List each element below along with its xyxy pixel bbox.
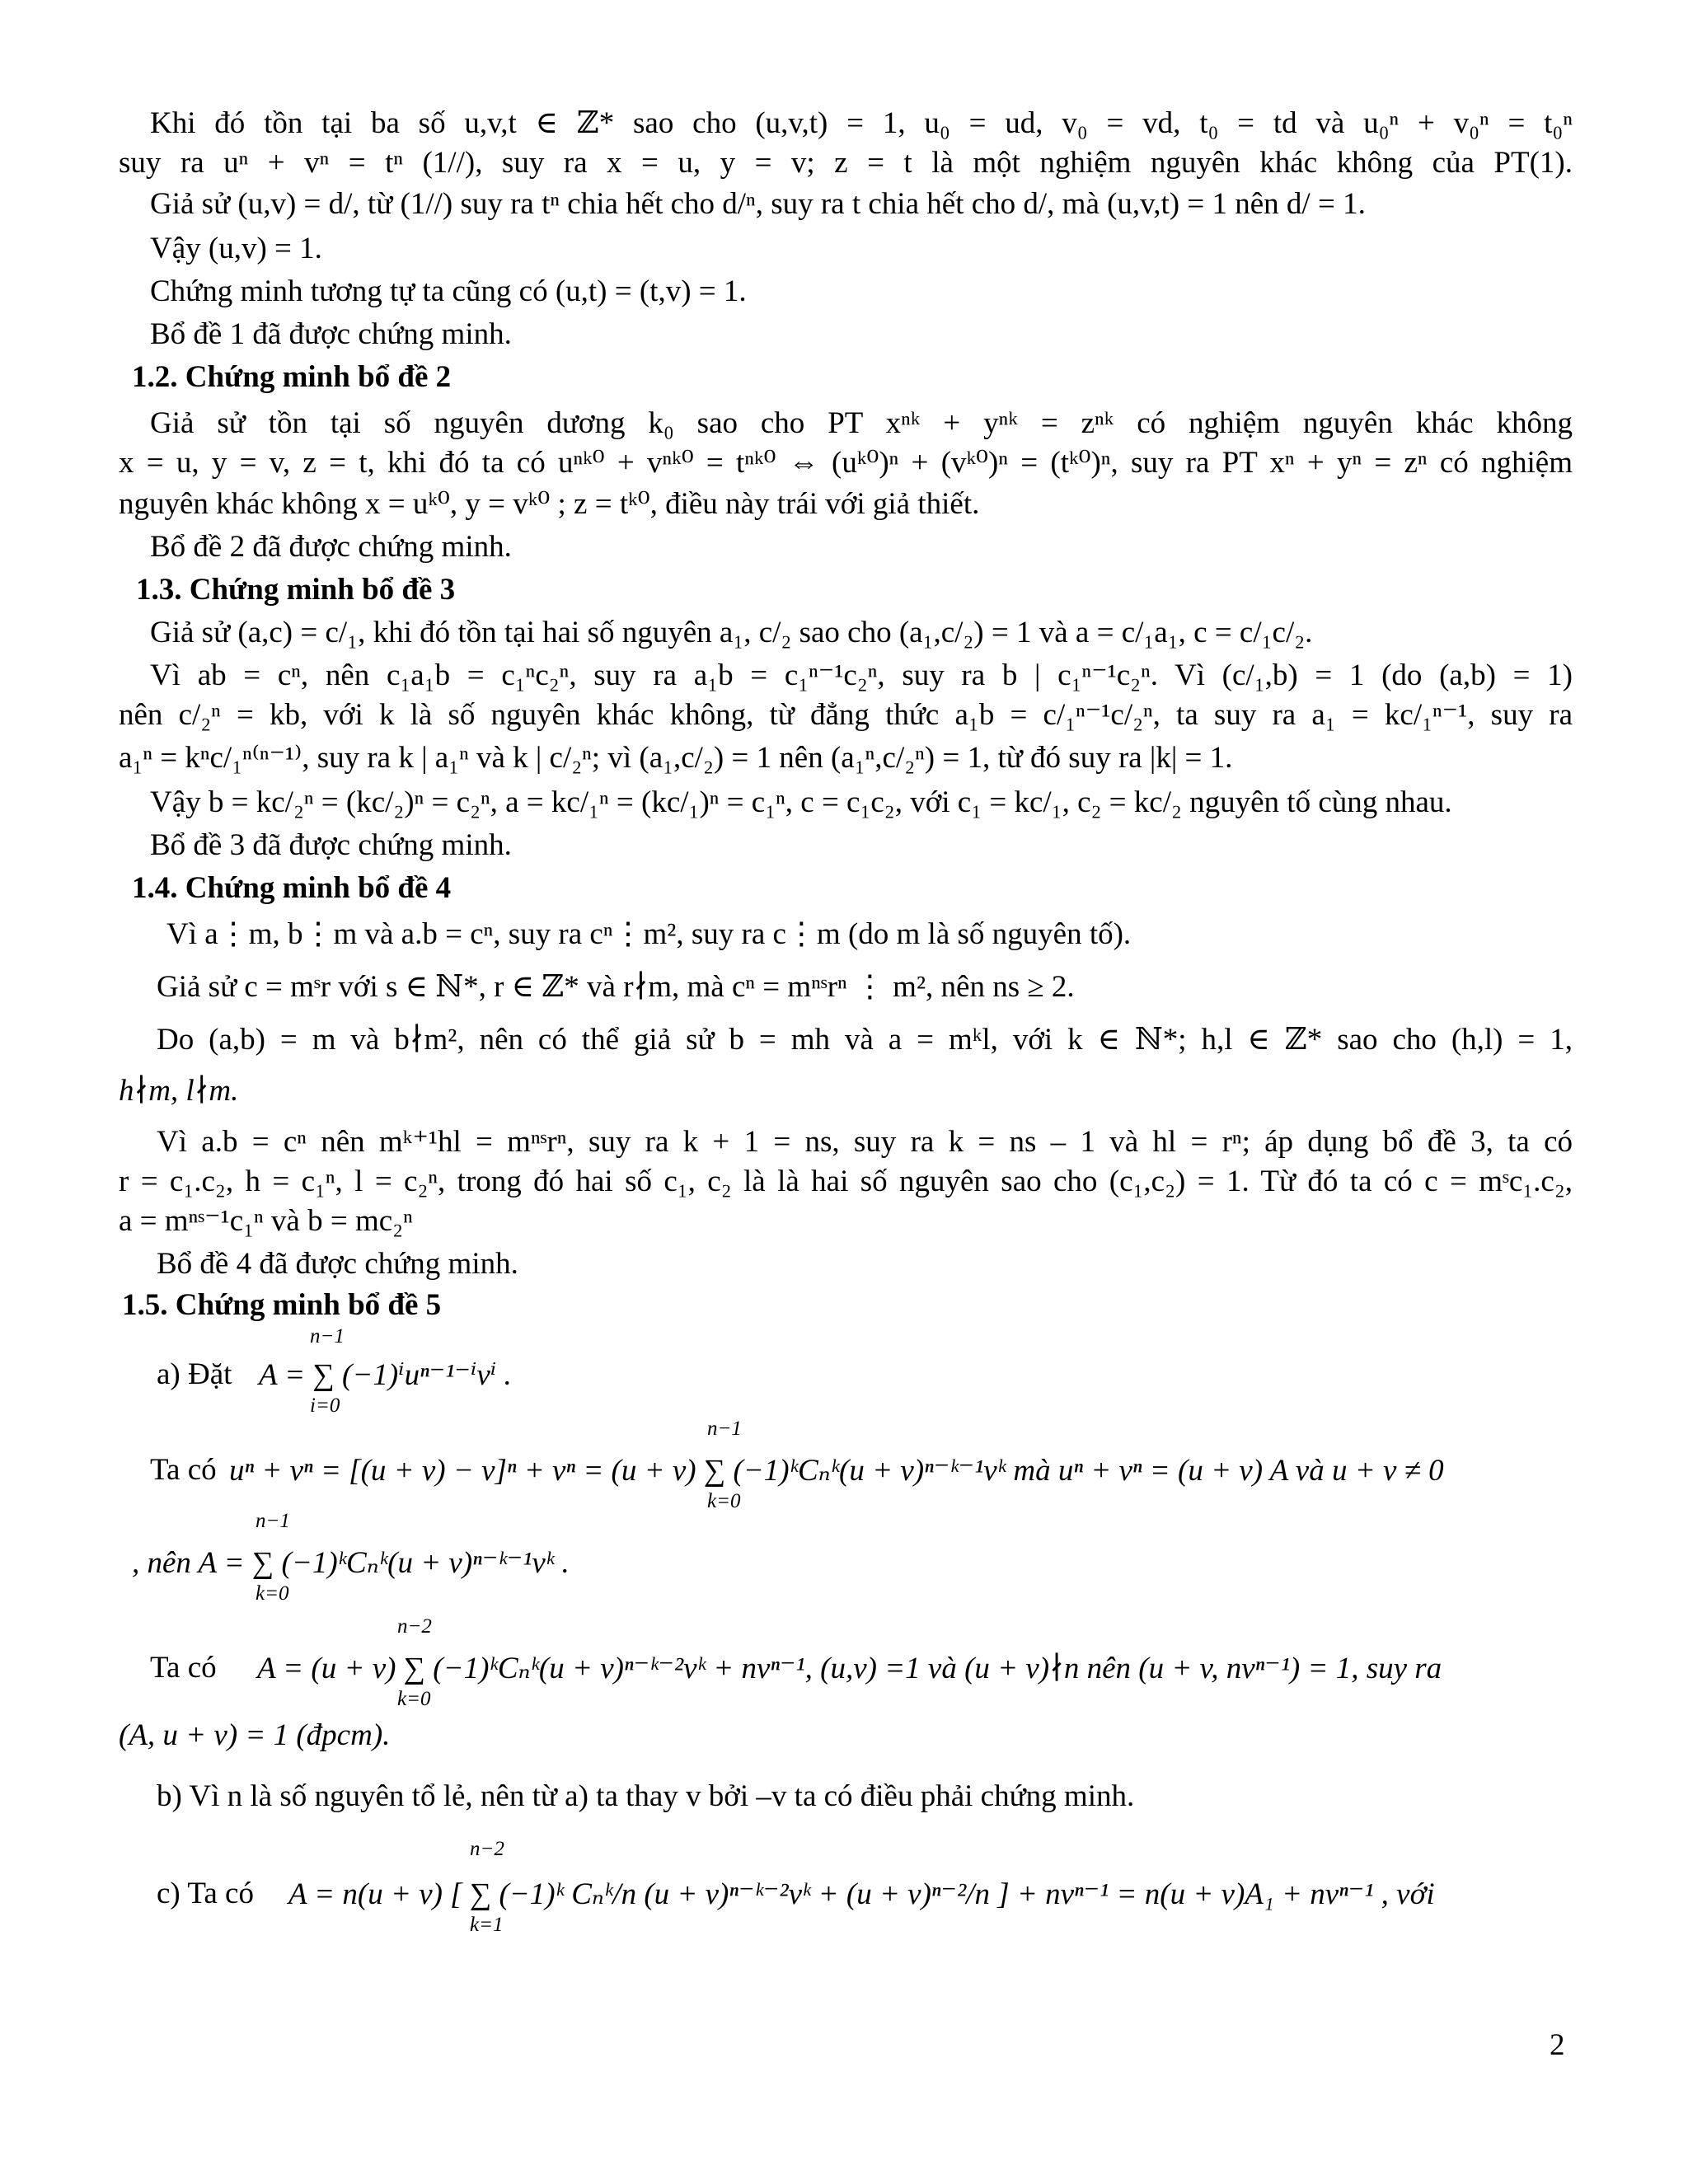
text-line-14: Vì ab = cⁿ, nên c₁a₁b = c₁ⁿc₂ⁿ, suy ra a₁b = c₁ⁿ⁻¹c₂ⁿ, suy ra b | c₁ⁿ⁻¹c₂ⁿ. Vì (c/₁,b) = 1 (do (a,b) = 1) [150, 658, 1573, 692]
math-line-a [157, 1325, 734, 1416]
section-heading-1-3: 1.3. Chứng minh bổ đề 3 [136, 573, 456, 607]
text-line-17: Vậy b = kc/₂ⁿ = (kc/₂)ⁿ = c₂ⁿ, a = kc/₁ⁿ = (kc/₁)ⁿ = c₁ⁿ, c = c₁c₂, với c₁ = kc/₁, c₂ = kc/₂ nguyên tố cùng nhau. [150, 785, 1452, 819]
text-line-22: Do (a,b) = m và b∤m², nên có thể giả sử b = mh và a = mᵏl, với k ∈ ℕ*; h,l ∈ ℤ* sao cho (h,l) = 1, [157, 1023, 1573, 1057]
math-line-3 [132, 1510, 874, 1605]
text-line-24: Vì a.b = cⁿ nên mᵏ⁺¹hl = mⁿˢrⁿ, suy ra k + 1 = ns, suy ra k = ns – 1 và hl = rⁿ; áp dụng bổ đề 3, ta có [157, 1125, 1573, 1159]
sum-upper-limit: n−1 [310, 1325, 345, 1347]
text-line-16: a₁ⁿ = kⁿc/₁ⁿ⁽ⁿ⁻¹⁾, suy ra k | a₁ⁿ và k | c/₂ⁿ; vì (a₁,c/₂) = 1 nên (a₁ⁿ,c/₂ⁿ) = 1, từ đó suy ra |k| = 1. [119, 741, 1233, 775]
text-line-27: Bổ đề 4 đã được chứng minh. [157, 1247, 518, 1281]
text-line-6: Bổ đề 1 đã được chứng minh. [150, 317, 512, 351]
sum-lower-limit-3: k=0 [256, 1582, 289, 1605]
math-line7-prefix: c) Ta có [157, 1877, 254, 1910]
math-a-prefix: a) Đặt [157, 1357, 232, 1391]
math-line4-body: A = (u + v) ∑ (−1)ᵏCₙᵏ(u + v)ⁿ⁻ᵏ⁻²vᵏ + nvⁿ⁻¹, (u,v) =1 và (u + v)∤n nên (u + v, nvⁿ⁻¹) = 1, suy ra [257, 1652, 1442, 1685]
math-line-5: (A, u + v) = 1 (đpcm). [119, 1718, 391, 1752]
text-line-9: x = u, y = v, z = t, khi đó ta có uⁿᵏ⁰ + vⁿᵏ⁰ = tⁿᵏ⁰ ⇔ (uᵏ⁰)ⁿ + (vᵏ⁰)ⁿ = (tᵏ⁰)ⁿ, suy ra PT xⁿ + yⁿ = zⁿ có nghiệm [119, 446, 1573, 480]
sum-upper-limit-c: n−2 [470, 1838, 504, 1860]
text-line-4: Vậy (u,v) = 1. [150, 232, 322, 265]
text-line-b: b) Vì n là số nguyên tổ lẻ, nên từ a) ta thay v bởi –v ta có điều phải chứng minh. [157, 1779, 1135, 1813]
text-line-10: nguyên khác không x = uᵏ⁰, y = vᵏ⁰ ; z = tᵏ⁰, điều này trái với giả thiết. [119, 487, 980, 521]
text-line-18: Bổ đề 3 đã được chứng minh. [150, 828, 512, 862]
text-line-21: Giả sử c = mˢr với s ∈ ℕ*, r ∈ ℤ* và r∤m, mà cⁿ = mⁿˢrⁿ ⋮ m², nên ns ≥ 2. [157, 970, 1075, 1004]
text-line-2: suy ra uⁿ + vⁿ = tⁿ (1//), suy ra x = u, y = v; z = t là một nghiệm nguyên khác không của PT(1). [119, 146, 1573, 180]
sum-upper-limit-2: n−1 [707, 1418, 742, 1440]
math-line2-prefix: Ta có [150, 1453, 217, 1487]
section-heading-1-2: 1.2. Chứng minh bổ đề 2 [132, 360, 452, 394]
text-line-8: Giả sử tồn tại số nguyên dương k₀ sao cho PT xⁿᵏ + yⁿᵏ = zⁿᵏ có nghiệm nguyên khác không [150, 406, 1573, 440]
sum-lower-limit: i=0 [310, 1394, 340, 1417]
math-line-2 [150, 1418, 1576, 1512]
text-line-26: a = mⁿˢ⁻¹c₁ⁿ và b = mc₂ⁿ [119, 1204, 413, 1238]
page-number: 2 [1550, 2028, 1565, 2062]
sum-upper-limit-3: n−1 [256, 1510, 290, 1532]
math-line4-prefix: Ta có [150, 1651, 217, 1685]
text-line-25: r = c₁.c₂, h = c₁ⁿ, l = c₂ⁿ, trong đó hai số c₁, c₂ là là hai số nguyên sao cho (c₁,c₂) = 1. Từ đó ta có c = mˢc₁.c₂, [119, 1165, 1573, 1198]
sum-upper-limit-4: n−2 [397, 1615, 432, 1638]
math-line7-body: A = n(u + v) [ ∑ (−1)ᵏ Cₙᵏ/n (u + v)ⁿ⁻ᵏ⁻²vᵏ + (u + v)ⁿ⁻²/n ] + nvⁿ⁻¹ = n(u + v)A₁ + nvⁿ⁻¹ , với [288, 1877, 1435, 1911]
text-line-20: Vì a⋮m, b⋮m và a.b = cⁿ, suy ra cⁿ⋮m², suy ra c⋮m (do m là số nguyên tố). [166, 917, 1132, 951]
math-line2-body: uⁿ + vⁿ = [(u + v) − v]ⁿ + vⁿ = (u + v) ∑ (−1)ᵏCₙᵏ(u + v)ⁿ⁻ᵏ⁻¹vᵏ mà uⁿ + vⁿ = (u + v) A và u + v ≠ 0 [229, 1454, 1444, 1488]
text-line-15: nên c/₂ⁿ = kb, với k là số nguyên khác không, từ đẳng thức a₁b = c/₁ⁿ⁻¹c/₂ⁿ, ta suy ra a₁ = kc/₁ⁿ⁻¹, suy ra [119, 698, 1573, 732]
math-line-4 [150, 1615, 1576, 1710]
text-line-3: Giả sử (u,v) = d/, từ (1//) suy ra tⁿ chia hết cho d/ⁿ, suy ra t chia hết cho d/, mà (u,v,t) = 1 nên d/ = 1. [150, 187, 1366, 221]
sum-lower-limit-c: k=1 [470, 1914, 504, 1936]
text-line-23: h∤m, l∤m. [119, 1074, 239, 1108]
sum-lower-limit-4: k=0 [397, 1688, 431, 1710]
section-heading-1-4: 1.4. Chứng minh bổ đề 4 [132, 871, 452, 905]
text-line-13: Giả sử (a,c) = c/₁, khi đó tồn tại hai số nguyên a₁, c/₂ sao cho (a₁,c/₂) = 1 và a = c/₁a₁, c = c/₁c/₂. [150, 616, 1313, 649]
section-heading-1-5: 1.5. Chứng minh bổ đề 5 [122, 1288, 442, 1322]
text-line-5: Chứng minh tương tự ta cũng có (u,t) = (t,v) = 1. [150, 274, 747, 308]
math-line-c [157, 1833, 1574, 1940]
sum-lower-limit-2: k=0 [707, 1490, 741, 1512]
math-a-body: A = ∑ (−1)ⁱuⁿ⁻¹⁻ⁱvⁱ . [259, 1358, 512, 1392]
text-line-11: Bổ đề 2 đã được chứng minh. [150, 530, 512, 564]
math-line3-body: , nên A = ∑ (−1)ᵏCₙᵏ(u + v)ⁿ⁻ᵏ⁻¹vᵏ . [132, 1546, 570, 1580]
text-line-1: Khi đó tồn tại ba số u,v,t ∈ ℤ* sao cho (u,v,t) = 1, u₀ = ud, v₀ = vd, t₀ = td và u₀ⁿ + v₀ⁿ = t₀ⁿ [150, 106, 1573, 140]
